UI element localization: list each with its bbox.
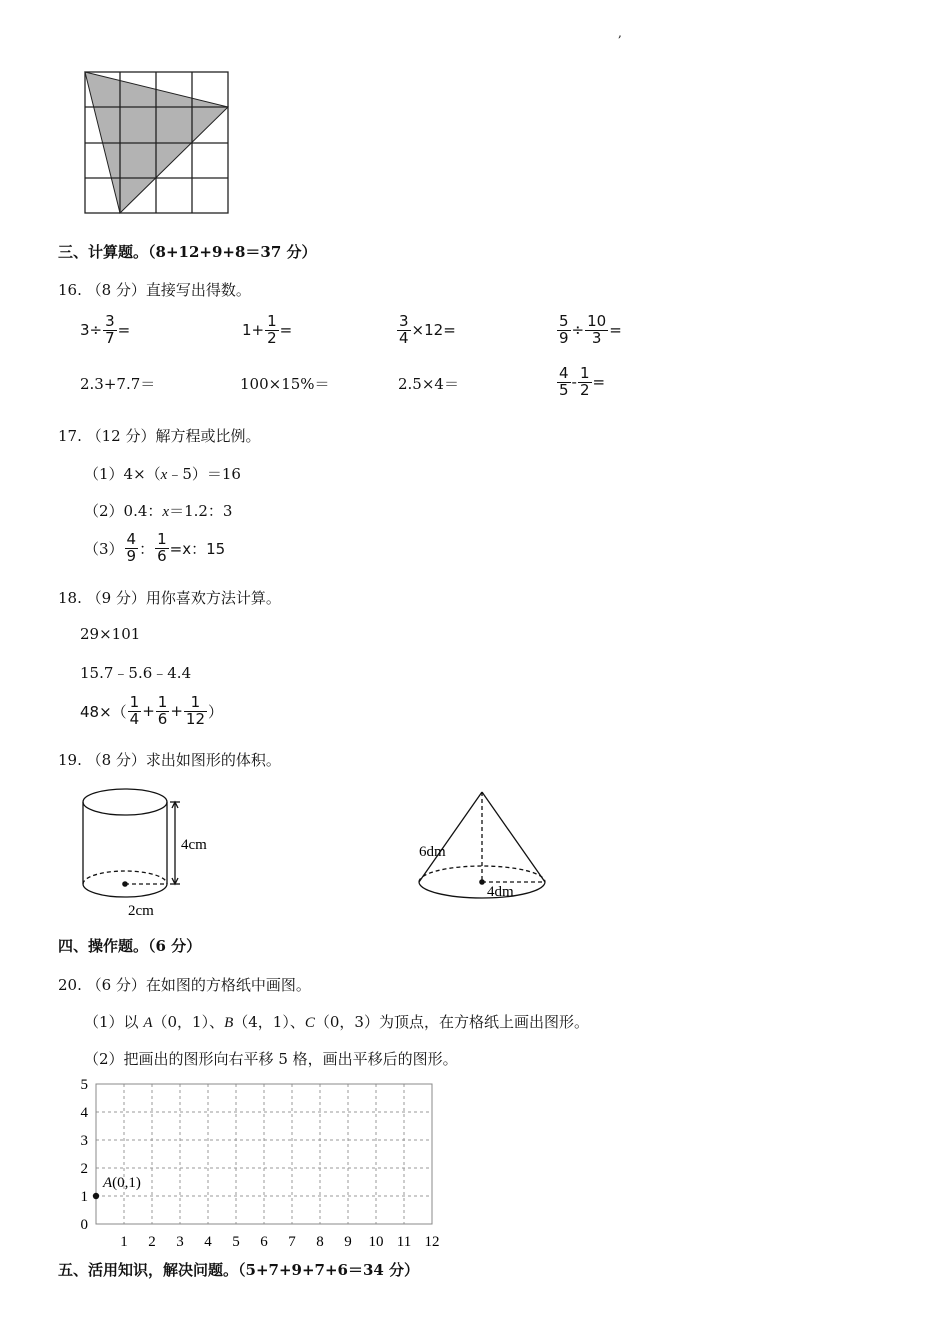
q18-expr-2: 15.7﹣5.6﹣4.4 — [80, 664, 192, 682]
q16-item-d: $\frac{5}{9}$ ÷ $\frac{10}{3}$ = — [559, 312, 622, 347]
point-a-marker — [93, 1193, 99, 1199]
cylinder-radius-label: 2cm — [128, 903, 154, 919]
cone-slant-label: 6dm — [419, 844, 446, 860]
point-a-label: A(0,1) — [103, 1175, 141, 1191]
q17-part-1: （1）4×（x﹣5）＝16 — [84, 465, 241, 483]
section-5-title: 五、活用知识，解决问题。（5+7+9+7+6＝34 分） — [58, 1261, 420, 1279]
q16-item-c: $\frac{3}{4}$ ×12= — [399, 312, 456, 347]
cone-figure — [415, 786, 555, 906]
header-mark: , — [618, 26, 622, 40]
coordinate-grid — [70, 1072, 450, 1252]
x-tick-label: 1 — [120, 1234, 128, 1250]
x-tick-label: 4 — [204, 1234, 212, 1250]
q18-expr-3: 48×（ $\frac{1}{4}$ + $\frac{1}{6}$ + $\frac{1}{12}$ ） — [80, 693, 224, 728]
x-tick-label: 11 — [396, 1234, 412, 1250]
q17-part-3: （3） $\frac{4}{9}$ ： $\frac{1}{6}$ =x：15 — [84, 530, 226, 565]
q17-part-2: （2）0.4：x＝1.2：3 — [84, 502, 233, 520]
x-tick-label: 2 — [148, 1234, 156, 1250]
q18-title: 18. （9 分）用你喜欢方法计算。 — [58, 589, 281, 607]
q19-title: 19. （8 分）求出如图形的体积。 — [58, 751, 281, 769]
section-4-title: 四、操作题。（6 分） — [58, 937, 202, 955]
cylinder-height-label: 4cm — [181, 837, 207, 853]
x-tick-label: 12 — [424, 1234, 440, 1250]
y-tick-label: 1 — [80, 1189, 88, 1205]
x-tick-label: 3 — [176, 1234, 184, 1250]
y-tick-label: 2 — [80, 1161, 88, 1177]
cone-radius-label: 4dm — [487, 884, 514, 900]
q16-item-e: 2.3+7.7＝ — [80, 375, 156, 393]
q16-title: 16. （8 分）直接写出得数。 — [58, 281, 251, 299]
x-tick-label: 9 — [344, 1234, 352, 1250]
cylinder-figure — [78, 782, 228, 922]
y-tick-label: 4 — [80, 1105, 88, 1121]
y-tick-label: 5 — [80, 1077, 88, 1093]
x-tick-label: 8 — [316, 1234, 324, 1250]
q17-title: 17. （12 分）解方程或比例。 — [58, 427, 261, 445]
q20-title: 20. （6 分）在如图的方格纸中画图。 — [58, 976, 311, 994]
q16-item-f: 100×15%＝ — [240, 375, 330, 393]
q16-item-b: 1+ $\frac{1}{2}$ = — [242, 312, 293, 347]
cylinder-top — [83, 789, 167, 815]
q18-expr-1: 29×101 — [80, 625, 141, 643]
q16-item-a: 3÷ $\frac{3}{7}$ = — [80, 312, 131, 347]
x-tick-label: 6 — [260, 1234, 268, 1250]
triangle-grid-figure — [82, 69, 232, 217]
q20-part-1: （1）以 A（0，1）、B（4，1）、C（0，3）为顶点，在方格纸上画出图形。 — [84, 1013, 589, 1031]
y-tick-label: 3 — [80, 1133, 88, 1149]
x-tick-label: 10 — [368, 1234, 384, 1250]
y-tick-label: 0 — [80, 1217, 88, 1233]
section-3-title: 三、计算题。（8+12+9+8＝37 分） — [58, 243, 317, 261]
x-tick-label: 5 — [232, 1234, 240, 1250]
q16-item-g: 2.5×4＝ — [398, 375, 459, 393]
x-tick-label: 7 — [288, 1234, 296, 1250]
q20-part-2: （2）把画出的图形向右平移 5 格，画出平移后的图形。 — [84, 1050, 458, 1068]
q16-item-h: $\frac{4}{5}$ - $\frac{1}{2}$ = — [559, 364, 606, 399]
